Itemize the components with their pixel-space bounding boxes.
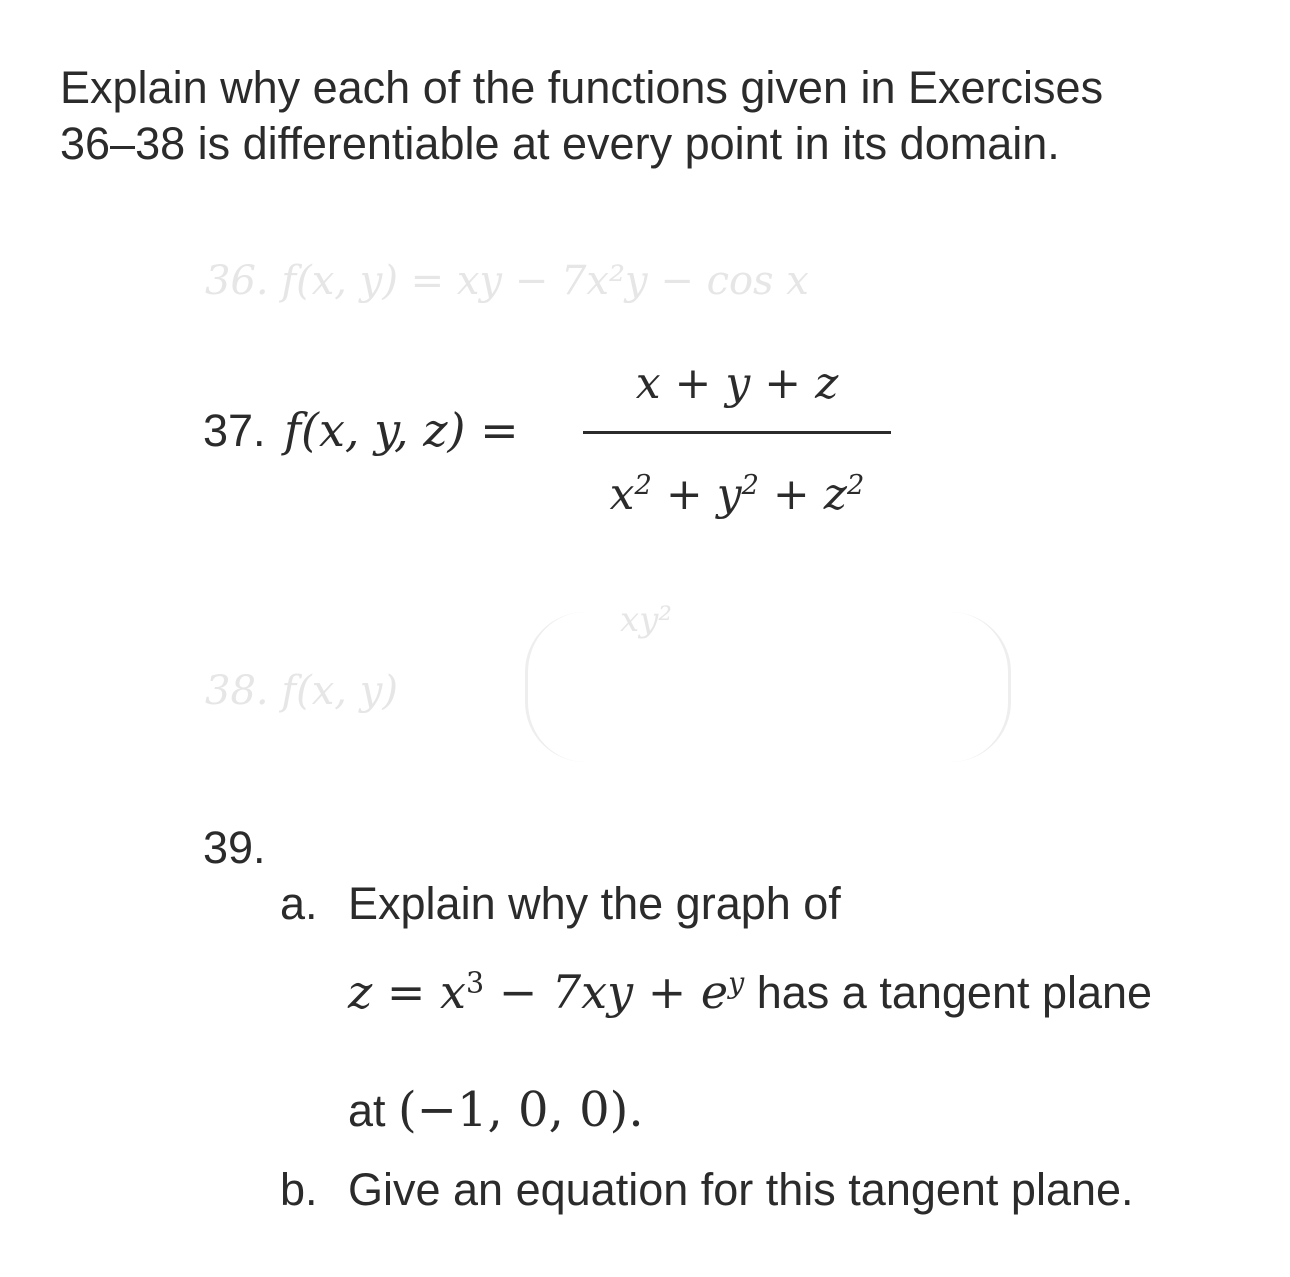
exercise-37-numerator: x + y + z <box>635 358 839 409</box>
part-b-letter: b. <box>280 1164 318 1215</box>
equation-exponent-y: y <box>728 966 745 1000</box>
faded-exercise-36: 36. f(x, y) = xy − 7x²y − cos x <box>205 258 809 304</box>
part-b-text: Give an equation for this tangent plane. <box>348 1164 1134 1215</box>
faded-exercise-38: 38. f(x, y) <box>205 668 398 714</box>
denominator-term-z: + z <box>758 469 847 520</box>
faded-parenthesis <box>525 612 1011 762</box>
denominator-term-y: + y <box>651 469 742 520</box>
equation-rest: − 7xy + e <box>484 965 729 1019</box>
part-a-text-tail: has a tangent plane <box>744 967 1153 1018</box>
denominator-term-x: x <box>609 469 635 520</box>
instructions <box>60 60 1240 172</box>
part-a-equation-line <box>348 964 1152 1021</box>
exercise-37-denominator <box>583 467 891 523</box>
equation-exponent-3: 3 <box>465 966 485 1000</box>
part-a-at: at <box>348 1085 399 1136</box>
denominator-exponent: 2 <box>634 470 652 501</box>
exercise-39-number: 39. <box>203 822 266 873</box>
exercise-37-function-lhs: f(x, y, z) = <box>284 403 519 457</box>
part-a-letter: a. <box>280 878 318 929</box>
denominator-exponent: 2 <box>741 470 759 501</box>
part-a-point-line <box>348 1082 644 1139</box>
equation-z-equals-x: z = x <box>348 965 466 1019</box>
faded-exercise-38-numerator: xy² <box>620 600 673 640</box>
tangent-point: (−1, 0, 0). <box>398 1082 644 1138</box>
part-a-text-line-1: Explain why the graph of <box>348 878 841 929</box>
denominator-exponent: 2 <box>846 470 865 501</box>
exercise-37-number: 37. <box>203 405 266 456</box>
fraction-bar <box>583 431 891 434</box>
instructions-line-2: 36–38 is differentiable at every point in its domain. <box>60 118 1060 169</box>
instructions-line-1: Explain why each of the functions given in Exercises <box>60 62 1104 113</box>
surface-equation <box>348 965 744 1019</box>
